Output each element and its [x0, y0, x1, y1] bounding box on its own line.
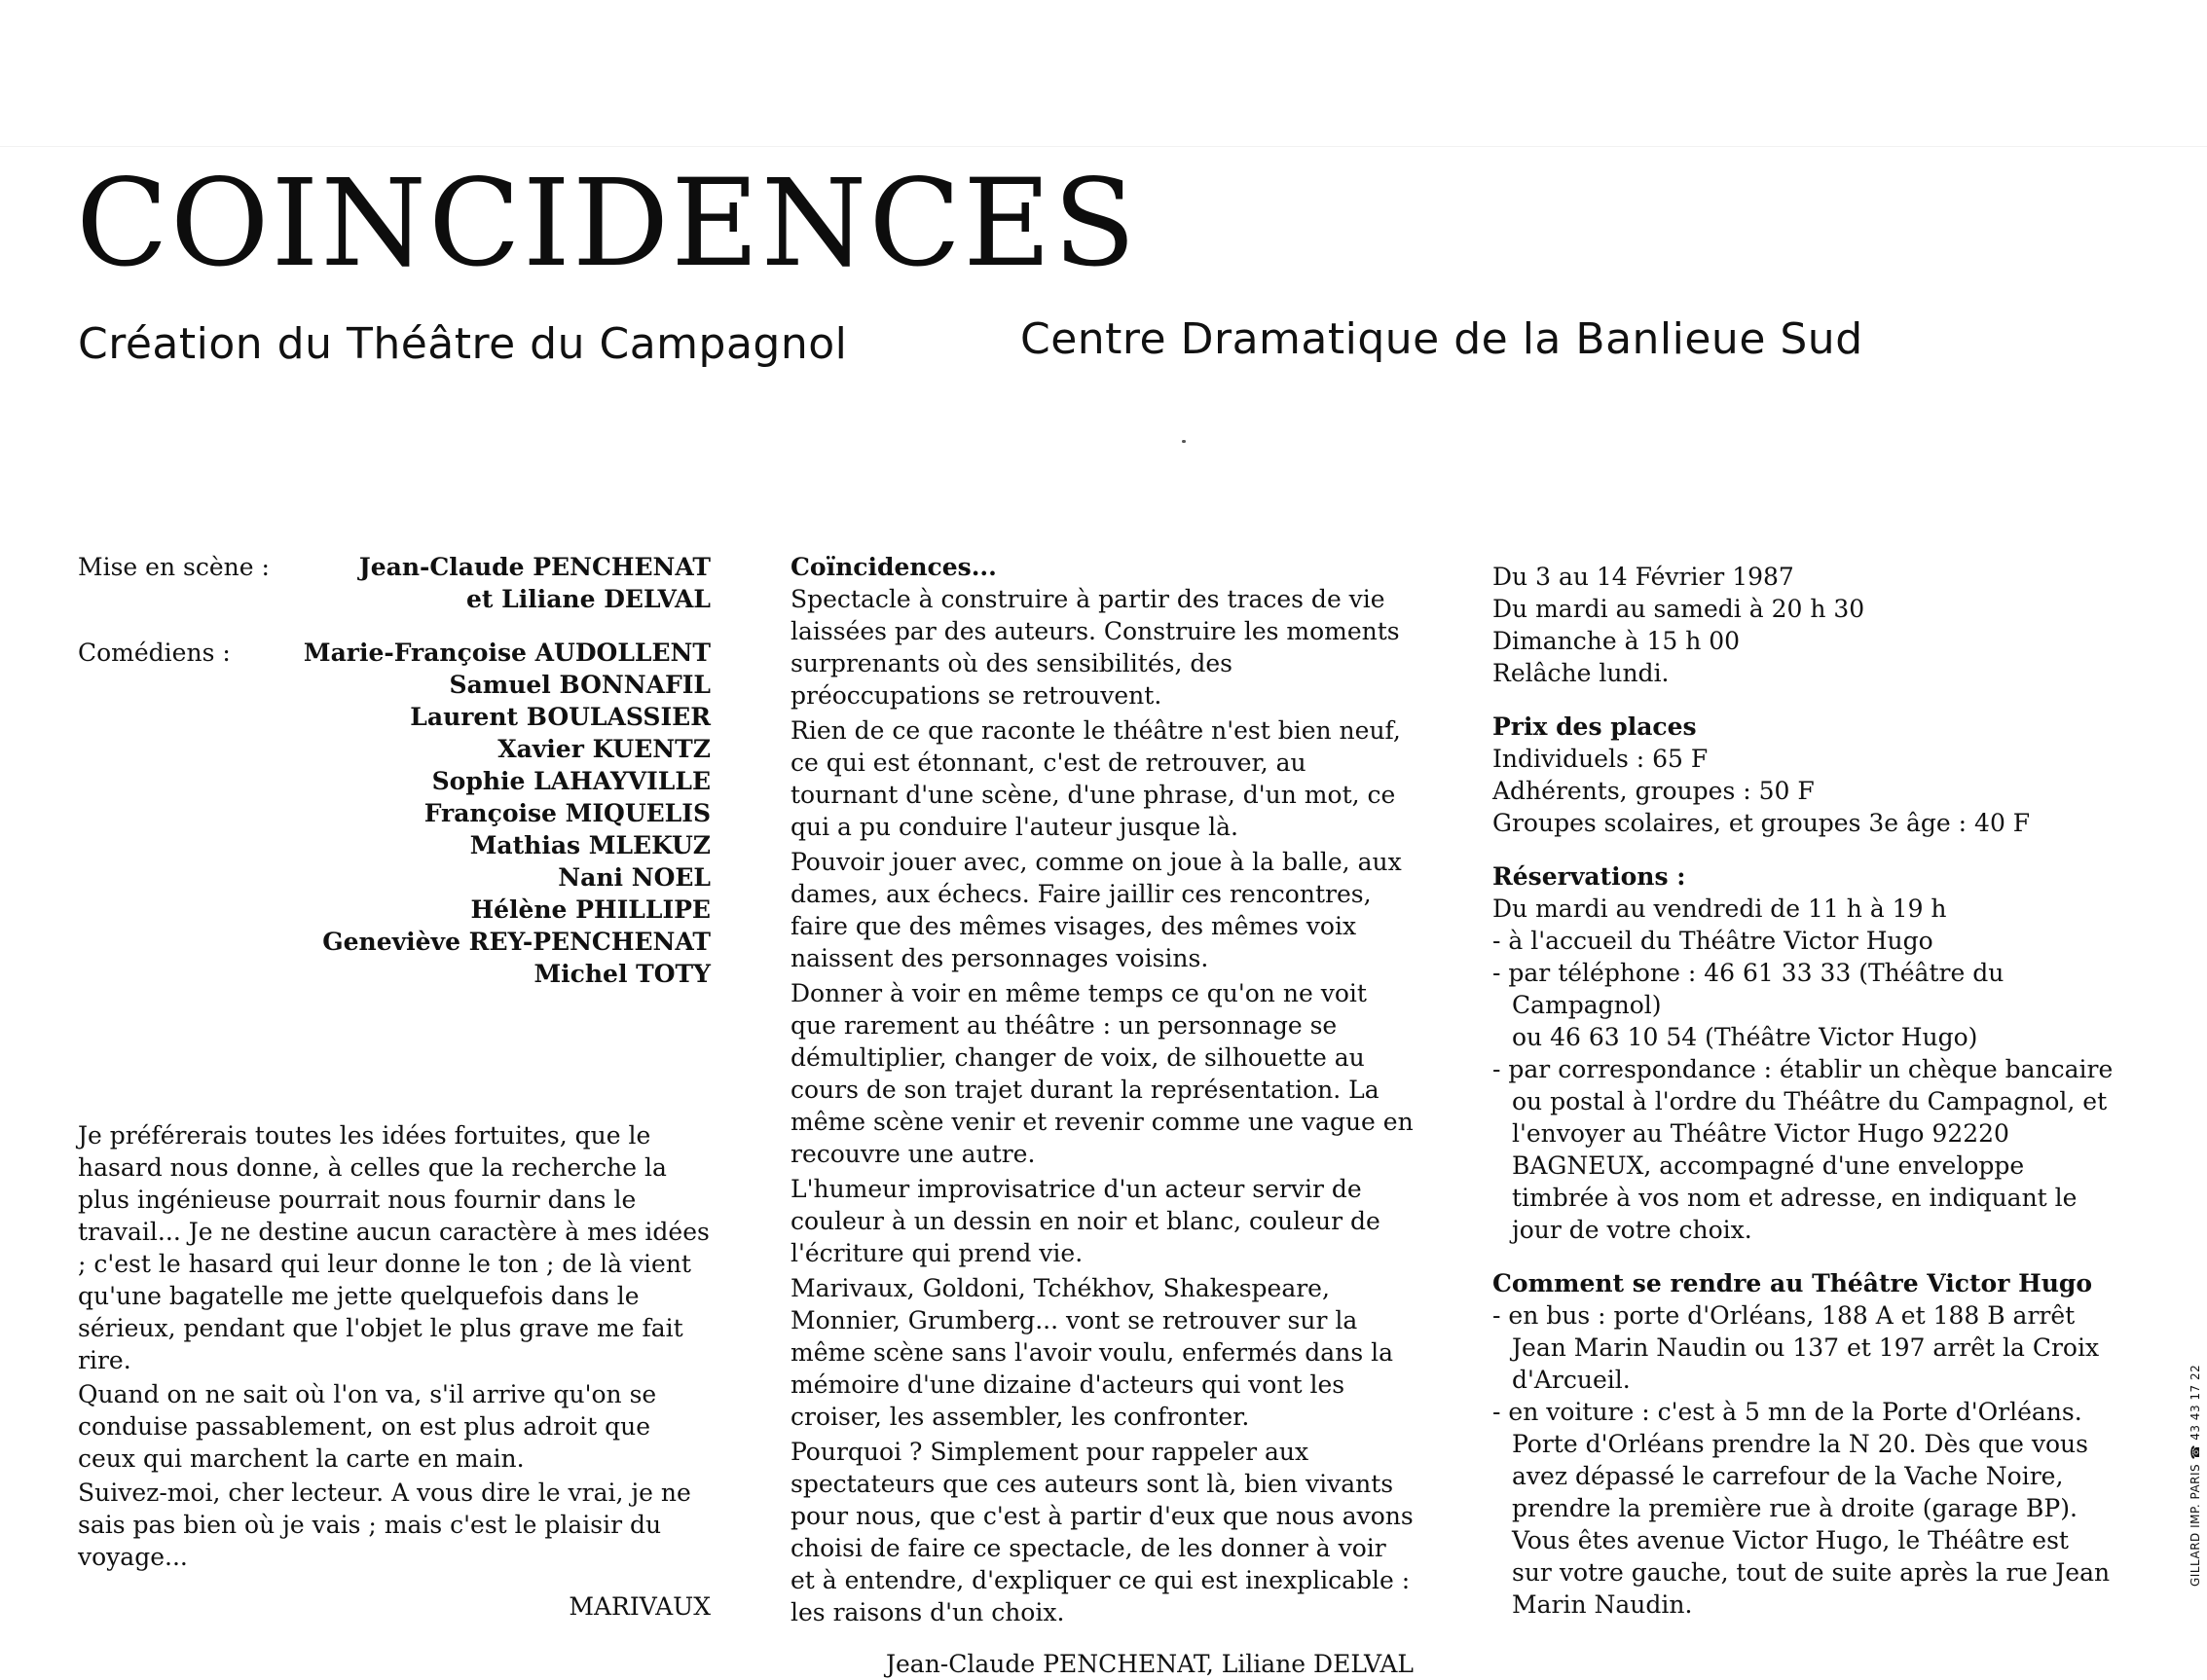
actor-name: Françoise MIQUELIS [423, 799, 711, 827]
presentation-text [791, 551, 1414, 1680]
marivaux-quote [78, 1119, 711, 1623]
price-line: Individuels : 65 F [1492, 745, 1709, 773]
reservation-item: - à l'accueil du Théâtre Victor Hugo [1492, 927, 1933, 955]
actors-label: Comédiens : [78, 639, 231, 667]
presentation-heading: Coïncidences... [791, 553, 997, 581]
presentation-paragraph: Pourquoi ? Simplement pour rappeler aux spectateurs que ces auteurs sont là, bien vivants pour nous, que c'est à partir d'eux que nous avons choisi de faire ce spectacle, de les donner à voir et à entendre, d'expliquer ce qui est inexplicable : les raisons d'un choix. [791, 1438, 1414, 1626]
subtitle-creation: Création du Théâtre du Campagnol [78, 319, 848, 369]
quote-paragraph: Je préférerais toutes les idées fortuites, que le hasard nous donne, à celles que la recherche la plus ingénieuse pourrait nous fournir dans le travail... Je ne destine aucun caractère à mes idées ; c'est le hasard qui leur donne le ton ; de là vient qu'une bagatelle me jette quelquefois dans le sérieux, pendant que l'objet le plus grave me fait rire. [78, 1121, 710, 1374]
presentation-paragraph: Donner à voir en même temps ce qu'on ne voit que rarement au théâtre : un personnage se démultiplier, changer de voix, de silhouette au cours de son trajet durant la représentation. La même scène venir et revenir comme une vague en recouvre une autre. [791, 979, 1414, 1168]
reservation-item: - par téléphone : 46 61 33 33 (Théâtre du Campagnol) [1492, 959, 2005, 1019]
quote-paragraph: Quand on ne sait où l'on va, s'il arrive qu'on se conduise passablement, on est plus adroit que ceux qui marchent la carte en main. [78, 1380, 657, 1473]
actor-name: Geneviève REY-PENCHENAT [322, 928, 711, 956]
quote-author: MARIVAUX [569, 1592, 711, 1621]
direction-label: Mise en scène : [78, 553, 270, 581]
printing-speck [1182, 440, 1186, 443]
actor-name: Samuel BONNAFIL [449, 671, 711, 699]
presentation-paragraph: L'humeur improvisatrice d'un acteur servir de couleur à un dessin en noir et blanc, couleur de l'écriture qui prend vie. [791, 1175, 1380, 1267]
presentation-paragraph: Marivaux, Goldoni, Tchékhov, Shakespeare, Monnier, Grumberg... vont se retrouver sur la même scène sans l'avoir voulu, enfermés dans la mémoire d'une dizaine d'acteurs qui vont les croiser, les assembler, les confronter. [791, 1274, 1393, 1431]
dates-line: Du 3 au 14 Février 1987 [1492, 563, 1794, 591]
actor-name: Hélène PHILLIPE [470, 895, 711, 924]
actors-row [78, 637, 711, 669]
actor-name: Michel TOTY [533, 960, 711, 988]
credits-block [78, 551, 711, 990]
actor-name: Mathias MLEKUZ [469, 831, 711, 859]
dates-line: Relâche lundi. [1492, 659, 1670, 687]
subtitle-centre-dramatique: Centre Dramatique de la Banlieue Sud [1020, 314, 1863, 364]
actor-name: Marie-Françoise AUDOLLENT [303, 639, 711, 667]
reservations-heading: Réservations : [1492, 862, 1686, 891]
page-title: COINCIDENCES [76, 154, 1138, 294]
actor-name: Xavier KUENTZ [497, 735, 711, 763]
dates-line: Dimanche à 15 h 00 [1492, 627, 1741, 655]
directions-heading: Comment se rendre au Théâtre Victor Hugo [1492, 1269, 2093, 1297]
directions-item: - en voiture : c'est à 5 mn de la Porte d'Orléans. Porte d'Orléans prendre la N 20. Dès que vous avez dépassé le carrefour de la Vache Noire, prendre la première rue à droite (garage BP). Vous êtes avenue Victor Hugo, le Théâtre est sur votre gauche, tout de suite après la rue Jean Marin Naudin. [1492, 1398, 2111, 1619]
reservations-hours: Du mardi au vendredi de 11 h à 19 h [1492, 895, 1947, 923]
printer-imprint: GILLARD IMP. PARIS ☎ 43 43 17 22 [2189, 1364, 2202, 1587]
direction-row [78, 551, 711, 583]
quote-paragraph: Suivez-moi, cher lecteur. A vous dire le vrai, je ne sais pas bien où je vais ; mais c'est le plaisir du voyage... [78, 1479, 691, 1571]
directions-item: - en bus : porte d'Orléans, 188 A et 188 B arrêt Jean Marin Naudin ou 137 et 197 arrêt la Croix d'Arcueil. [1492, 1301, 2100, 1394]
price-line: Adhérents, groupes : 50 F [1492, 777, 1815, 805]
price-line: Groupes scolaires, et groupes 3e âge : 40 F [1492, 809, 2031, 837]
page-top-edge [0, 146, 2207, 147]
actor-name: Sophie LAHAYVILLE [431, 767, 711, 795]
presentation-signature: Jean-Claude PENCHENAT, Liliane DELVAL [885, 1650, 1414, 1678]
presentation-paragraph: Rien de ce que raconte le théâtre n'est bien neuf, ce qui est étonnant, c'est de retrouver, au tournant d'une scène, d'une phrase, d'un mot, ce qui a pu conduire l'auteur jusque là. [791, 716, 1401, 841]
practical-info [1492, 561, 2115, 1621]
reservation-item: ou 46 63 10 54 (Théâtre Victor Hugo) [1512, 1023, 1978, 1051]
prices-heading: Prix des places [1492, 712, 1697, 741]
presentation-paragraph: Pouvoir jouer avec, comme on joue à la balle, aux dames, aux échecs. Faire jaillir ces rencontres, faire que des mêmes visages, des mêmes voix naissent des personnages voisins. [791, 848, 1402, 972]
dates-line: Du mardi au samedi à 20 h 30 [1492, 595, 1865, 623]
actors-list [78, 637, 711, 990]
actor-name: Laurent BOULASSIER [410, 703, 711, 731]
actor-name: Nani NOEL [558, 863, 711, 892]
presentation-paragraph: Spectacle à construire à partir des traces de vie laissées par des auteurs. Construire les moments surprenants où des sensibilités, des préoccupations se retrouvent. [791, 585, 1400, 710]
director-name: Jean-Claude PENCHENAT [358, 553, 711, 581]
co-director-name: et Liliane DELVAL [466, 585, 711, 613]
reservation-item: - par correspondance : établir un chèque bancaire ou postal à l'ordre du Théâtre du Campagnol, et l'envoyer au Théâtre Victor Hugo 92220 BAGNEUX, accompagné d'une enveloppe timbrée à vos nom et adresse, en indiquant le jour de votre choix. [1492, 1055, 2114, 1244]
